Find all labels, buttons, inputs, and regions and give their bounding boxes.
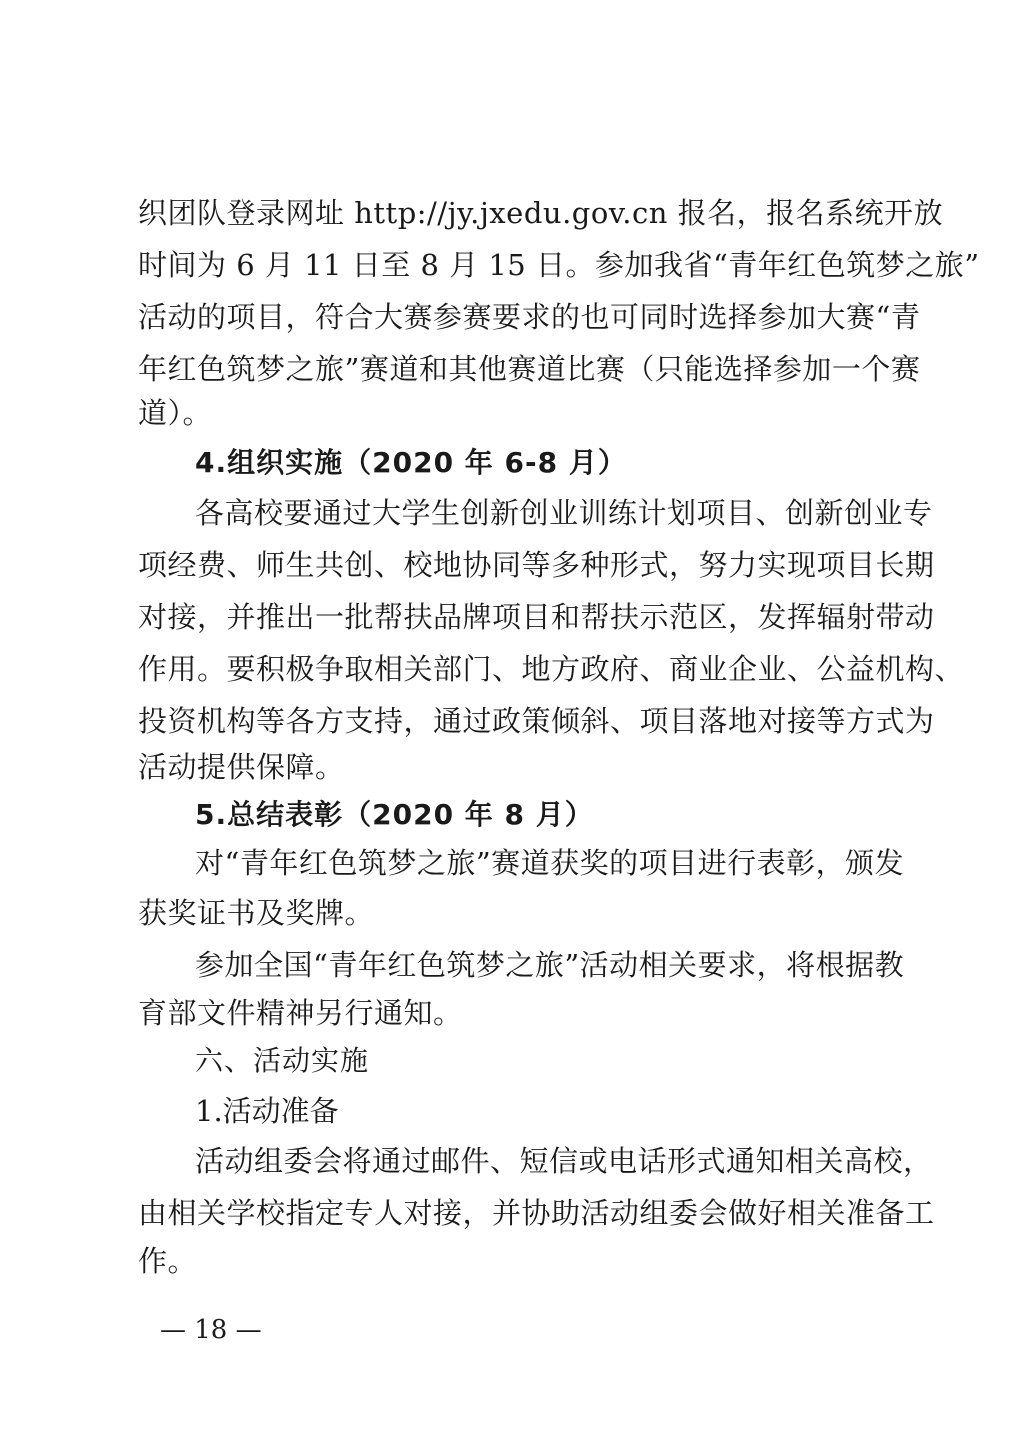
text-line: 投资机构等各方支持，通过政策倾斜、项目落地对接等方式为	[138, 704, 935, 738]
text-line: 作用。要积极争取相关部门、地方政府、商业企业、公益机构、	[138, 652, 965, 686]
text-line: 对接，并推出一批帮扶品牌项目和帮扶示范区，发挥辐射带动	[138, 600, 935, 634]
text-line: 织团队登录网址 http://jy.jxedu.gov.cn 报名，报名系统开放	[138, 196, 944, 230]
text-line: 活动组委会将通过邮件、短信或电话形式通知相关高校，	[195, 1144, 933, 1178]
text-line: 参加全国“青年红色筑梦之旅”活动相关要求，将根据教	[195, 948, 905, 982]
section-heading-4: 4.组织实施（2020 年 6-8 月）	[195, 446, 627, 479]
text-line: 活动提供保障。	[138, 750, 345, 784]
text-line: 年红色筑梦之旅”赛道和其他赛道比赛（只能选择参加一个赛	[138, 352, 921, 386]
page-number: — 18 —	[160, 1315, 262, 1345]
text-line: 道）。	[138, 396, 213, 430]
text-line: 作。	[138, 1244, 198, 1278]
subsection-heading: 1.活动准备	[195, 1094, 339, 1128]
text-line: 时间为 6 月 11 日至 8 月 15 日。参加我省“青年红色筑梦之旅”	[138, 248, 980, 282]
text-line: 各高校要通过大学生创新创业训练计划项目、创新创业专	[195, 496, 933, 530]
text-line: 活动的项目，符合大赛参赛要求的也可同时选择参加大赛“青	[138, 300, 921, 334]
text-line: 对“青年红色筑梦之旅”赛道获奖的项目进行表彰，颁发	[195, 846, 905, 880]
section-heading-6: 六、活动实施	[195, 1044, 370, 1077]
text-line: 获奖证书及奖牌。	[138, 896, 375, 930]
text-line: 项经费、师生共创、校地协同等多种形式，努力实现项目长期	[138, 548, 935, 582]
text-line: 由相关学校指定专人对接，并协助活动组委会做好相关准备工	[138, 1196, 935, 1230]
text-line: 育部文件精神另行通知。	[138, 996, 463, 1030]
section-heading-5: 5.总结表彰（2020 年 8 月）	[195, 798, 594, 831]
